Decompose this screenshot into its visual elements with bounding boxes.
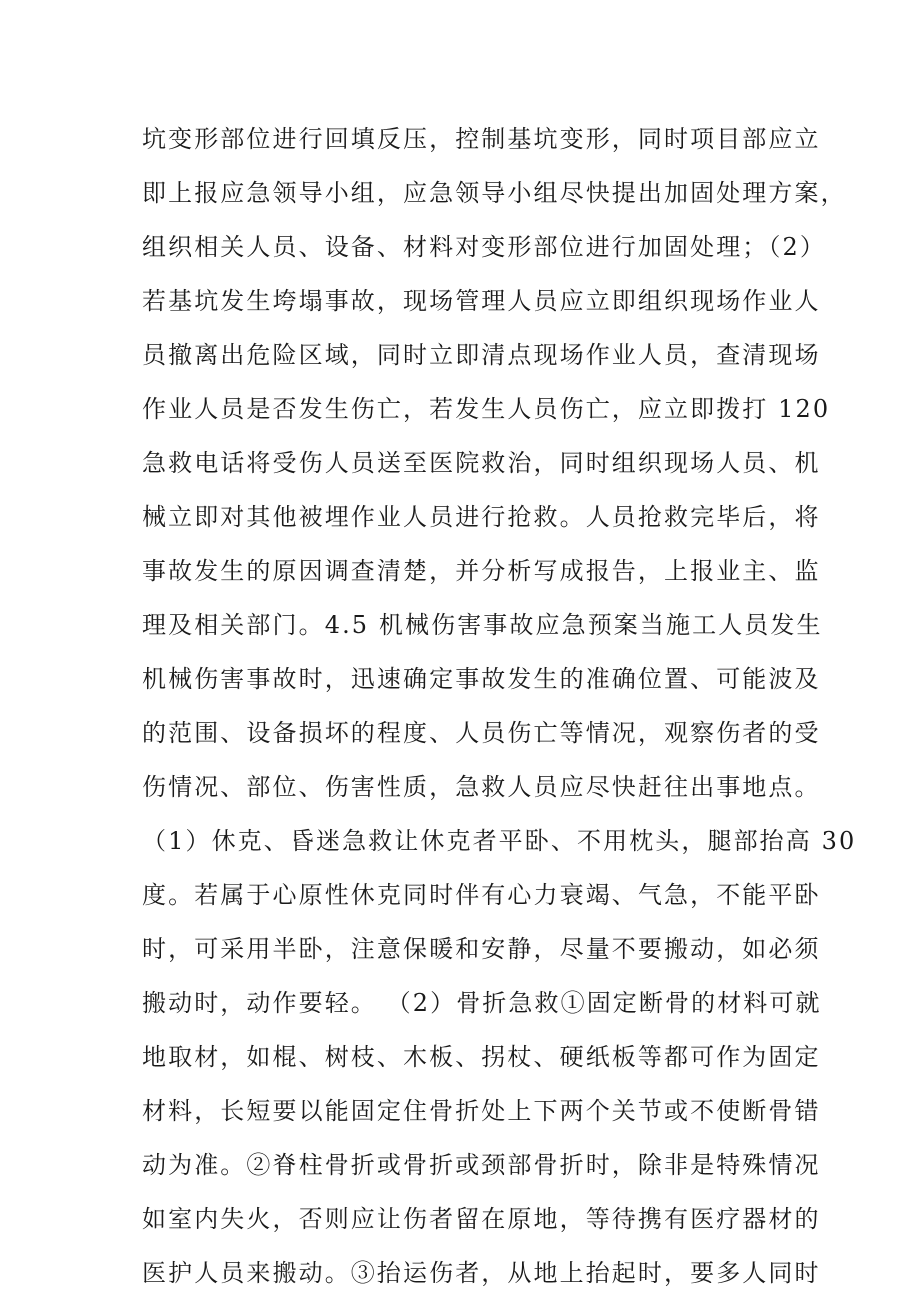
text-line-4: 若基坑发生垮塌事故，现场管理人员应立即组织现场作业人	[142, 287, 821, 315]
text-line-18: 地取材，如棍、树枝、木板、拐杖、硬纸板等都可作为固定	[142, 1043, 821, 1071]
text-line-20: 动为准。②脊柱骨折或骨折或颈部骨折时，除非是特殊情况	[142, 1151, 821, 1179]
text-line-15: 度。若属于心原性休克同时伴有心力衰竭、气急，不能平卧	[142, 881, 821, 909]
text-line-7: 急救电话将受伤人员送至医院救治，同时组织现场人员、机	[142, 449, 821, 477]
text-line-2: 即上报应急领导小组，应急领导小组尽快提出加固处理方案，	[142, 179, 847, 207]
text-line-11: 机械伤害事故时，迅速确定事故发生的准确位置、可能波及	[142, 665, 821, 693]
text-line-13: 伤情况、部位、伤害性质，急救人员应尽快赶往出事地点。	[142, 773, 821, 801]
text-line-22: 医护人员来搬动。③抬运伤者，从地上抬起时，要多人同时	[142, 1259, 821, 1287]
text-line-8: 械立即对其他被埋作业人员进行抢救。人员抢救完毕后，将	[142, 503, 821, 531]
text-line-16: 时，可采用半卧，注意保暖和安静，尽量不要搬动，如必须	[142, 935, 821, 963]
text-line-1: 坑变形部位进行回填反压，控制基坑变形，同时项目部应立	[142, 125, 821, 153]
text-line-5: 员撤离出危险区域，同时立即清点现场作业人员，查清现场	[142, 341, 821, 369]
text-line-19: 材料，长短要以能固定住骨折处上下两个关节或不使断骨错	[142, 1097, 821, 1125]
text-line-10: 理及相关部门。4.5 机械伤害事故应急预案当施工人员发生	[142, 611, 823, 639]
text-line-17: 搬动时，动作要轻。 （2）骨折急救①固定断骨的材料可就	[142, 989, 822, 1017]
text-line-3: 组织相关人员、设备、材料对变形部位进行加固处理；（2）	[142, 233, 826, 261]
text-line-6: 作业人员是否发生伤亡，若发生人员伤亡，应立即拨打 120	[142, 395, 831, 423]
body-text	[142, 112, 857, 1300]
text-line-21: 如室内失火，否则应让伤者留在原地，等待携有医疗器材的	[142, 1205, 821, 1233]
text-line-14: （1）休克、昏迷急救让休克者平卧、不用枕头，腿部抬高 30	[142, 827, 857, 855]
text-line-9: 事故发生的原因调查清楚，并分析写成报告，上报业主、监	[142, 557, 821, 585]
text-line-12: 的范围、设备损坏的程度、人员伤亡等情况，观察伤者的受	[142, 719, 821, 747]
